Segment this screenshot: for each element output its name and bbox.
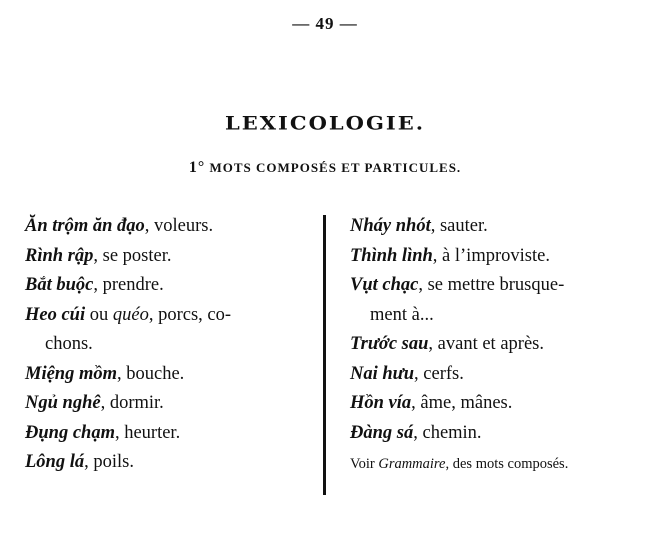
cross-reference-note <box>350 450 625 480</box>
french-gloss: , porcs, co- <box>148 304 232 325</box>
vietnamese-term: Miệng mồm <box>25 363 117 384</box>
conjunction: ou <box>85 304 113 325</box>
vietnamese-term-variant: quéo <box>112 304 149 325</box>
french-gloss: , heurter. <box>114 422 181 443</box>
vietnamese-term: Đàng sá <box>350 422 414 443</box>
subsection-heading <box>0 159 650 177</box>
french-gloss: , chemin. <box>413 422 482 443</box>
vietnamese-term: Bắt buộc <box>25 275 94 295</box>
french-gloss: , âme, mânes. <box>411 393 513 413</box>
lexicon-entry <box>25 301 305 360</box>
vietnamese-term: Lông lá <box>25 452 85 472</box>
lexicon-entry <box>25 389 305 419</box>
section-title: LEXICOLOGIE. <box>224 111 426 134</box>
vietnamese-term: Rình rập <box>25 245 94 266</box>
lexicon-entry <box>350 330 625 360</box>
french-gloss: , cerfs. <box>414 363 464 384</box>
lexicon-entry <box>25 212 305 242</box>
left-column <box>25 212 305 478</box>
french-gloss: , se mettre brusque- <box>418 275 565 295</box>
lexicon-entry <box>25 448 305 478</box>
right-column <box>350 212 625 480</box>
subsection-number: 1° <box>188 159 206 176</box>
french-gloss: , poils. <box>84 452 134 472</box>
subsection-title: MOTS COMPOSÉS ET PARTICULES. <box>209 160 462 175</box>
vietnamese-term: Ngủ nghê <box>25 393 101 413</box>
lexicon-entry <box>350 419 625 449</box>
note-reference: Grammaire <box>378 456 446 472</box>
vietnamese-term: Thình lình <box>350 245 433 266</box>
vietnamese-term: Hồn vía <box>350 393 412 413</box>
vietnamese-term: Nai hưu <box>350 363 415 384</box>
lexicon-entry <box>25 360 305 390</box>
lexicon-entry <box>350 389 625 419</box>
page-number: — 49 — <box>292 14 358 33</box>
vietnamese-term: Đụng chạm <box>25 422 115 443</box>
vietnamese-term: Nháy nhót <box>350 216 431 236</box>
vietnamese-term: Trước sau <box>350 334 429 354</box>
french-gloss-continuation: chons. <box>45 334 93 354</box>
french-gloss: , prendre. <box>93 275 164 295</box>
french-gloss: , sauter. <box>430 216 488 236</box>
column-divider <box>323 215 326 495</box>
lexicon-entry <box>25 271 305 301</box>
note-prefix: Voir <box>350 456 379 472</box>
french-gloss: , avant et après. <box>428 334 544 354</box>
french-gloss: , se poster. <box>93 245 172 266</box>
note-suffix: , des mots composés. <box>445 456 569 472</box>
lexicon-entry <box>350 271 625 330</box>
lexicon-entry <box>350 212 625 242</box>
lexicon-entry <box>25 419 305 449</box>
vietnamese-term: Heo cúi <box>25 304 86 325</box>
vietnamese-term: Vụt chạc <box>350 275 419 295</box>
lexicon-entry <box>350 242 625 272</box>
french-gloss-continuation: ment à... <box>370 304 434 325</box>
french-gloss: , bouche. <box>117 363 185 384</box>
french-gloss: , à l’improviste. <box>432 245 550 266</box>
french-gloss: , voleurs. <box>144 216 214 236</box>
french-gloss: , dormir. <box>100 393 164 413</box>
lexicon-entry <box>25 242 305 272</box>
vietnamese-term: Ăn trộm ăn đạo <box>25 216 145 236</box>
lexicon-entry <box>350 360 625 390</box>
